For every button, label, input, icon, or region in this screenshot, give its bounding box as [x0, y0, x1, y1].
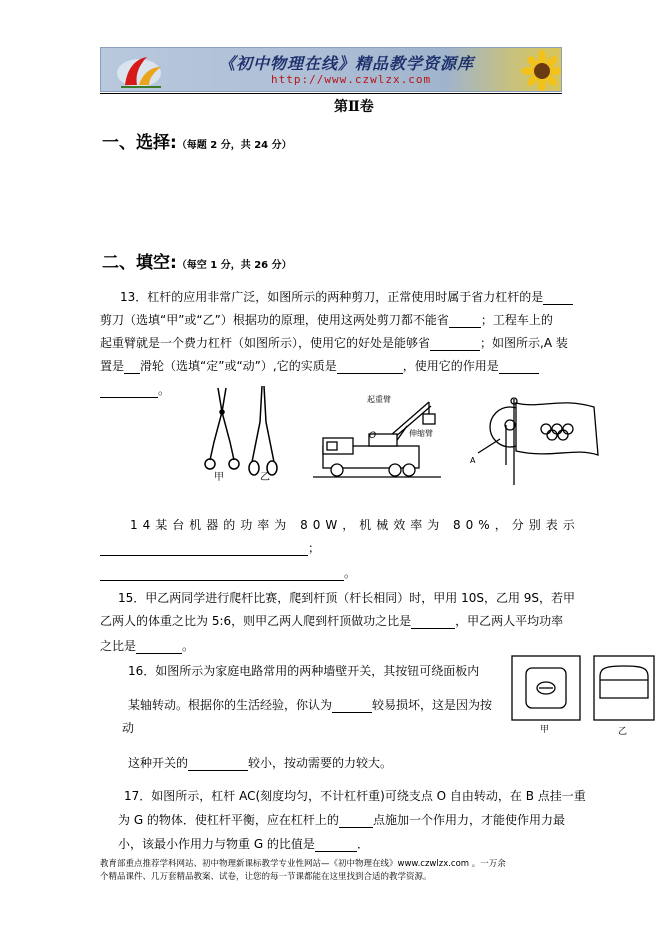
sunflower-icon: [521, 50, 562, 92]
section-choice-heading: [102, 128, 292, 153]
answer-blank[interactable]: [188, 759, 248, 771]
footer-line2: 个精品课件、几万套精品教案、试卷，让您的每一节课都能在这里找到合适的教学资源。: [100, 872, 432, 882]
answer-blank[interactable]: [430, 339, 480, 351]
switch-label-yi: 乙: [618, 727, 628, 736]
header-divider: [100, 93, 562, 94]
answer-blank[interactable]: [499, 362, 539, 374]
section-fill-note: （每空 1 分，共 26 分）: [176, 260, 292, 271]
q13-line5: [100, 381, 170, 398]
q14-line2: [100, 539, 320, 556]
q17-line1: 17．如图所示，杠杆 AC(刻度均匀，不计杠杆重)可绕支点 O 自由转动，在 B 点挂一重: [124, 789, 586, 803]
q13-line4: [100, 357, 539, 374]
q13-text3b: ；如图所示,A 装: [480, 336, 568, 350]
answer-blank[interactable]: [411, 617, 455, 629]
scissors-figure: [200, 382, 280, 482]
site-logo-icon: [109, 51, 169, 91]
fig-label-jia: 甲: [214, 472, 224, 482]
q13-text2a: 剪刀（选填“甲”或“乙”）根据功的原理，使用这两处剪刀都不能省: [100, 313, 449, 327]
q13-line1: [120, 288, 573, 305]
flag-pulley-figure: [470, 395, 602, 487]
wall-switch-figure: [510, 654, 656, 736]
q13-text4a: 置是: [100, 359, 125, 373]
q14-line1: 14某台机器的功率为 80W，机械效率为 80%，分别表示: [130, 518, 580, 532]
crane-pivot-label: O: [369, 431, 377, 441]
answer-blank[interactable]: [100, 386, 158, 398]
q16-text2a: 某轴转动。根据你的生活经验，你认为: [128, 698, 333, 712]
q15-line3: [100, 637, 194, 654]
flag-a-label: A: [470, 456, 476, 465]
page-title: 第Ⅱ卷: [334, 99, 374, 115]
crane-boom-label: 起重臂: [367, 395, 391, 404]
fig-label-yi: 乙: [260, 472, 270, 482]
answer-blank[interactable]: [543, 293, 573, 305]
header-banner: [100, 47, 562, 92]
q16-line2: [128, 696, 492, 713]
q17-line2: [118, 811, 565, 828]
answer-blank[interactable]: [337, 362, 403, 374]
banner-title: 《初中物理在线》精品教学资源库: [219, 54, 475, 73]
section-choice-note: （每题 2 分，共 24 分）: [176, 140, 292, 151]
q15-text2a: 乙两人的体重之比为 5:6，则甲乙两人爬到杆顶做功之比是: [100, 614, 412, 628]
q13-line3: [100, 334, 568, 351]
q16-text4b: 较小，按动需要的力较大。: [248, 756, 393, 770]
q17-line3: [118, 835, 369, 852]
q15-line1: 15．甲乙两同学进行爬杆比赛，爬到杆顶（杆长相同）时，甲用 10S，乙用 9S，若甲: [118, 591, 576, 605]
q13-text3a: 起重臂就是一个费力杠杆（如图所示），使用它的好处是能够省: [100, 336, 431, 350]
answer-blank[interactable]: [332, 701, 372, 713]
crane-arm-label: 伸缩臂: [409, 429, 433, 438]
section-choice-title: 一、选择:: [102, 133, 177, 153]
q15-text3a: 之比是: [100, 639, 137, 653]
q13-text5: 。: [158, 383, 171, 397]
q13-text2b: ；工程车上的: [480, 313, 553, 327]
answer-blank[interactable]: [136, 642, 182, 654]
answer-blank[interactable]: [449, 316, 481, 328]
banner-url[interactable]: http://www.czwlzx.com: [271, 73, 432, 86]
q16-text4a: 这种开关的: [128, 756, 189, 770]
q13-line2: [100, 311, 553, 328]
section-fill-heading: [102, 248, 292, 273]
answer-blank[interactable]: [124, 362, 140, 374]
q16-text2b: 较易损坏，这是因为按: [372, 698, 493, 712]
answer-blank[interactable]: [339, 816, 373, 828]
q13-text4c: ，使用它的作用是: [402, 359, 499, 373]
crane-truck-figure: [313, 388, 443, 480]
q15-text3b: 。: [182, 639, 195, 653]
q17-text2b: 点施加一个作用力，才能使作用力最: [372, 813, 565, 827]
q13-text1: 13．杠杆的应用非常广泛，如图所示的两种剪刀，正常使用时属于省力杠杆的是: [120, 290, 544, 304]
footer-line1: 教育部重点推荐学科网站、初中物理新课标教学专业性网站—《初中物理在线》www.czwlzx.com 。一万余: [100, 859, 506, 869]
q15-line2: [100, 612, 563, 629]
q16-line1: 16．如图所示为家庭电路常用的两种墙壁开关，其按钮可绕面板内: [128, 664, 480, 678]
switch-label-jia: 甲: [540, 725, 550, 735]
q16-line4: [128, 754, 392, 771]
answer-blank[interactable]: [100, 569, 344, 581]
q14-line3: [100, 564, 356, 581]
section-fill-title: 二、填空:: [102, 253, 177, 273]
q16-line3: 动: [122, 721, 135, 735]
q13-text4b: 滑轮（选填“定”或“动”）,它的实质是: [140, 359, 337, 373]
answer-blank[interactable]: [100, 544, 308, 556]
q14-end: 。: [344, 566, 357, 580]
q17-text3b: ．: [356, 837, 369, 851]
q17-text2a: 为 G 的物体．使杠杆平衡，应在杠杆上的: [118, 813, 339, 827]
q14-semicolon: ；: [308, 541, 321, 555]
answer-blank[interactable]: [315, 840, 357, 852]
q15-text2b: ，甲乙两人平均功率: [455, 614, 564, 628]
q17-text3a: 小，该最小作用力与物重 G 的比值是: [118, 837, 315, 851]
